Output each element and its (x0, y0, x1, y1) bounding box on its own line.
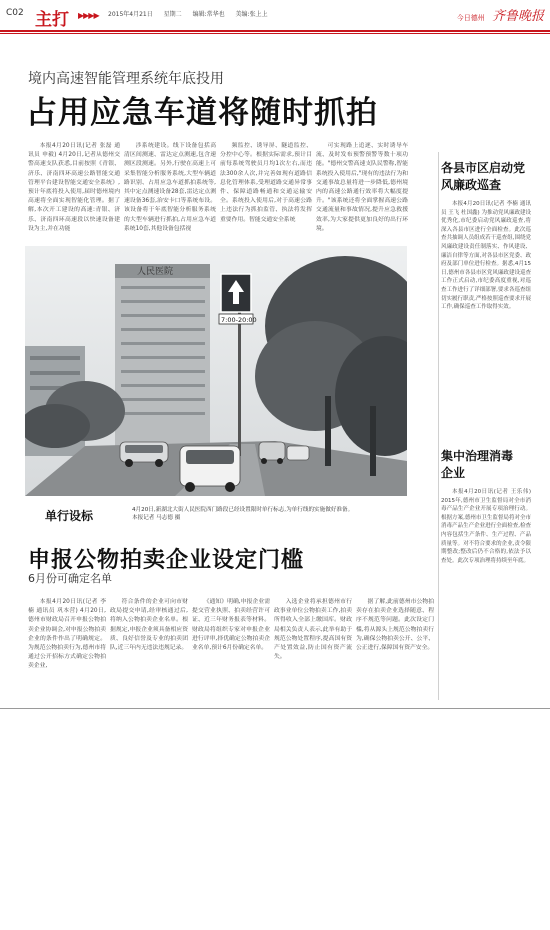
sidebar1-title: 各县市区启动党风廉政巡查 (441, 161, 526, 192)
article2-column-2: 符合条件的企业可向市财政局提交申请,经审核通过后,将纳入公物拍卖企业名单。根据规定,申报企业须具备相应资质、良好信誉及专业的拍卖团队,近三年内无违法违规记录。 (110, 599, 188, 652)
issue-designer: 美编:张上上 (235, 11, 268, 18)
hospital-sign-text: 人民医院 (137, 267, 174, 277)
section-arrows-icon: ▶▶▶▶ (78, 11, 99, 20)
issue-editor: 编辑:常华也 (192, 11, 225, 18)
caption-text: 4月20日,新湖北大街人民医院西门路段已经设置限时单行标志,为单行线的实施做好准备。 (132, 507, 354, 513)
issue-meta (108, 9, 277, 18)
article1-column-2: 涉系统建设。线下设备包括高清区间测速、雷达定点测速,包含速测区段测速。另外,行驶在高速上可采集智能分析服务系统,大型车辆道路识别、占用应急车道抓拍系统等,其中定点测速设备28套,雷达定点测速设备36套,治安卡口等系统布设。该设备将于年底智能分析服务系统的大型车辆进行抓拍,占用应急车道系统10套,其他设备包括视 (124, 143, 216, 232)
article1-column-3: 频监控、诱导屏、隧道监控、分控中心等。根据实际需求,预计目前每系统驾驶员月均1次左右,而违法300余人次,并完善如现有道路信息化管理体系,受理道路交通异常事件、保障道路畅通和交通运输安全。系统投入使用后,对于高速公路上违法行为抓拍监管、执法将发挥重要作用。智能交通安全系统 (220, 143, 312, 223)
issue-date: 2015年4月21日 (108, 11, 153, 18)
article1-column-1: 本报4月20日讯(记者 张磊 通讯员 申毅) 4月20日,记者从德州交警高速支队获悉,目前按照《青银、济乐、济南四环高速公路智能交通管理平台建设智能交通安全系统》,预计年底将投入使用,届时德州境内高速将全面实现智能化管理。据了解,本次开工建设的高速:青银、济乐、济南四环高速段以快速设备建设为主,并在功能 (28, 143, 120, 232)
newspaper-brand (457, 5, 544, 24)
section-name: 主打 (35, 10, 69, 30)
sidebar2-body: 本报4月20日讯(记者 王乐伟) 2015年,德州市卫生监督局对全市消毒产品生产企业开展专项治理行动。根据方案,德州市卫生监督局将对全市消毒产品生产企业进行全面检查,检查内容包括生产条件、生产过程、产品质量等。对不符合要求的企业,责令限期整改;整改后仍不合格的,依法予以查处。此次专项治理将持续至年底。 (441, 489, 531, 564)
sidebar2-title: 集中治理消毒企业 (441, 449, 514, 480)
issue-weekday: 星期二 (163, 11, 182, 18)
article2-headline: 申报公物拍卖企业设定门槛 (28, 548, 305, 573)
page-header (0, 0, 550, 32)
time-sign-text: 7:00-20:00 (221, 316, 257, 324)
page-number: C02 (6, 8, 24, 18)
header-divider (0, 30, 550, 32)
article1-kicker: 境内高速智能管理系统年底投用 (28, 71, 224, 87)
article2-column-5: 据了解,此前德州市公物拍卖存在拍卖企业选择随意、程序不规范等问题。此次设定门槛,将从源头上规范公物拍卖行为,确保公物拍卖公开、公平、公正进行,保障国有资产安全。 (356, 599, 434, 652)
sidebar1-body: 本报4月20日讯(记者 李楠 通讯员 王飞 杜国鑫) 为推动党风廉政建设优秀化,市纪委启动党风廉政巡查,将深入各县市区进行全面检查。此次巡查共抽调人员组成若干巡查组,围绕党风廉政建设责任制落实、作风建设、廉洁自律等方面,对各县市区党委、政府及部门单位进行检查。据悉,4月15日,德州市各县市区党风廉政建设巡查工作正式启动,市纪委高度重视,对巡查工作进行了详细部署,要求各巡查组切实履行职责,严格按照巡查要求开展工作,确保巡查工作取得实效。 (441, 201, 531, 311)
sidebar-divider (438, 152, 439, 700)
article2-column-3: 《通知》明确,申报企业需提交营业执照、拍卖经营许可证、近三年财务报表等材料。财政局将组织专家对申报企业进行评审,择优确定公物拍卖企业名单,预计6月份确定名单。 (192, 599, 270, 652)
photo-label: 单行设标 (45, 509, 94, 523)
street-photo (25, 246, 407, 496)
header-divider-thin (0, 33, 550, 34)
article2-subhead: 6月份可确定名单 (28, 572, 112, 585)
article1-column-4: 可实现路上追逐、实时诱导车流、及时发布预警预警等数十项功能。"德州交警高速支队民警称,智能系统投入使用后,"现有的违法行为和交通事故总量将进一步降低,德州境内的高速公路通行效率将大幅度提升。"该系统还将全面掌握高速公路交通流量和事故情况,提升应急救援效率,为大家提供更加良好的出行环境。 (316, 143, 408, 232)
article2-column-4: 入选企业将承担德州市行政事业单位公物拍卖工作,拍卖所得收入全部上缴国库。财政局相关负责人表示,此举有助于规范公物处置程序,提高国有资产处置效益,防止国有资产流失。 (274, 599, 352, 661)
brand-subtitle: 今日德州 (456, 14, 485, 22)
brand-logo: 齐鲁晚报 (491, 9, 544, 24)
article1-headline: 占用应急车道将随时抓拍 (26, 95, 378, 131)
page-bottom-divider (0, 708, 550, 709)
caption-credit: 本报记者 马志德 摄 (132, 515, 181, 521)
photo-caption (132, 506, 422, 522)
article2-column-1: 本报4月20日讯(记者 李楠 通讯员 巩本营) 4月20日,德州市财政局召开申报公物拍卖企业协调会,对申报公物拍卖企业的条件作出了明确规定。为规范公物拍卖行为,德州市将通过公开招标方式确定公物拍卖企业, (28, 599, 106, 670)
